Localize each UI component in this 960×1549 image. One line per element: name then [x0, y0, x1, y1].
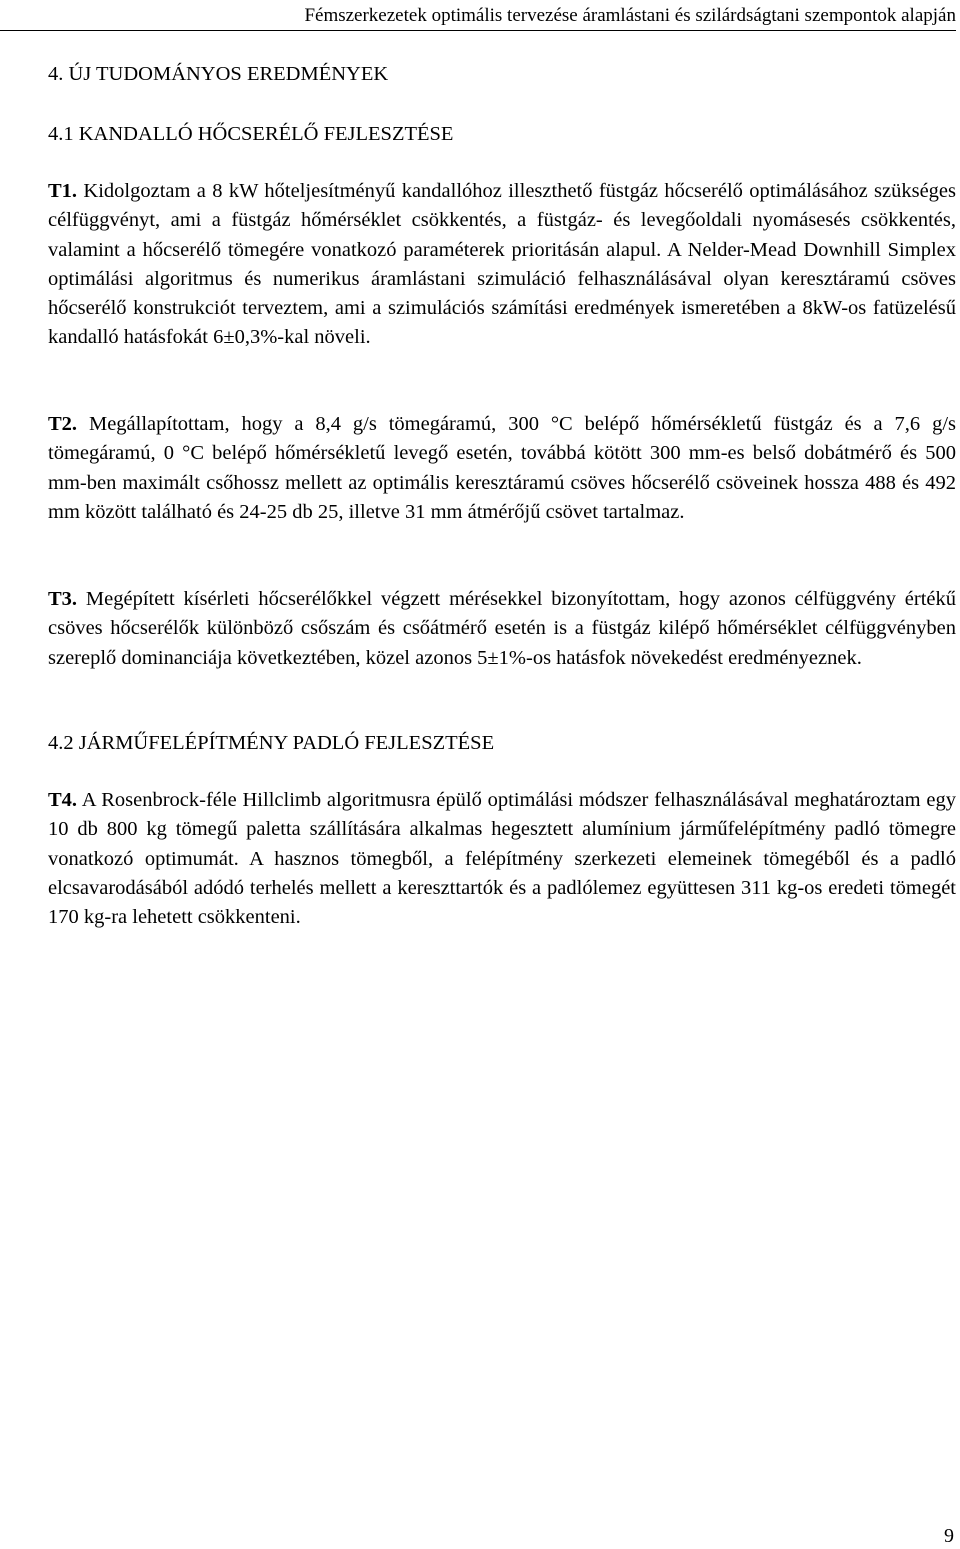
thesis-t2-text: Megállapítottam, hogy a 8,4 g/s tömegáramú, 300 °C belépő hőmérsékletű füstgáz és a 7,6 g/s tömegáramú, 0 °C belépő hőmérsékletű levegő esetén, továbbá kötött 300 mm-es belső dobátmérő és 500 mm-ben maximált csőhossz mellett az optimális keresztáramú csöves hőcserélő csöveinek hossza 488 és 492 mm között található és 24-25 db 25, illetve 31 mm átmérőjű csövet tartalmaz. — [48, 413, 956, 523]
section-title-main: 4. ÚJ TUDOMÁNYOS EREDMÉNYEK — [48, 63, 389, 85]
thesis-t1 — [48, 177, 956, 353]
section-title-4-2: 4.2 JÁRMŰFELÉPÍTMÉNY PADLÓ FEJLESZTÉSE — [48, 732, 495, 754]
page-number: 9 — [944, 1525, 954, 1547]
thesis-t1-label: T1. — [48, 180, 78, 202]
thesis-t4-label: T4. — [48, 789, 78, 811]
thesis-t2-label: T2. — [48, 413, 78, 435]
thesis-t2 — [48, 410, 956, 527]
running-header-title: Fémszerkezetek optimális tervezése áramlástani és szilárdságtani szempontok alapján — [304, 5, 956, 26]
thesis-t3 — [48, 585, 956, 673]
section-title-4-1: 4.1 KANDALLÓ HŐCSERÉLŐ FEJLESZTÉSE — [48, 123, 454, 145]
running-header — [0, 4, 956, 31]
thesis-t1-text: Kidolgoztam a 8 kW hőteljesítményű kandallóhoz illeszthető füstgáz hőcserélő optimálásához szükséges célfüggvényt, ami a füstgáz hőmérséklet csökkentés, a füstgáz- és levegőoldali nyomásesés csökkentés, valamint a hőcserélő tömegére vonatkozó paraméterek prioritásán alapul. A Nelder-Mead Downhill Simplex optimálási algoritmus és numerikus áramlástani szimuláció felhasználásával olyan keresztáramú csöves hőcserélő konstrukciót terveztem, ami a szimulációs számítási eredmények ismeretében a 8kW-os fatüzelésű kandalló hatásfokát 6±0,3%-kal növeli. — [48, 180, 957, 349]
thesis-t4 — [48, 786, 956, 932]
thesis-t3-text: Megépített kísérleti hőcserélőkkel végzett mérésekkel bizonyítottam, hogy azonos célfüggvény értékű csöves hőcserélők különböző csőszám és csőátmérő esetén is a füstgáz kilépő hőmérséklet célfüggvényben szereplő dominanciája következtében, közel azonos 5±1%-os hatásfok növekedést eredményeznek. — [48, 588, 957, 669]
thesis-t4-text: A Rosenbrock-féle Hillclimb algoritmusra épülő optimálási módszer felhasználásával meghatároztam egy 10 db 800 kg tömegű paletta szállítására alkalmas hegesztett alumínium járműfelépítmény padló tömegre vonatkozó optimumát. A hasznos tömegből, a felépítmény szerkezeti elemeinek tömegéből és a padló elcsavarodásából adódó terhelés mellett a kereszttartók és a padlólemez együttesen 311 kg-os eredeti tömegét 170 kg-ra lehetett csökkenteni. — [48, 789, 956, 929]
thesis-t3-label: T3. — [48, 588, 78, 610]
